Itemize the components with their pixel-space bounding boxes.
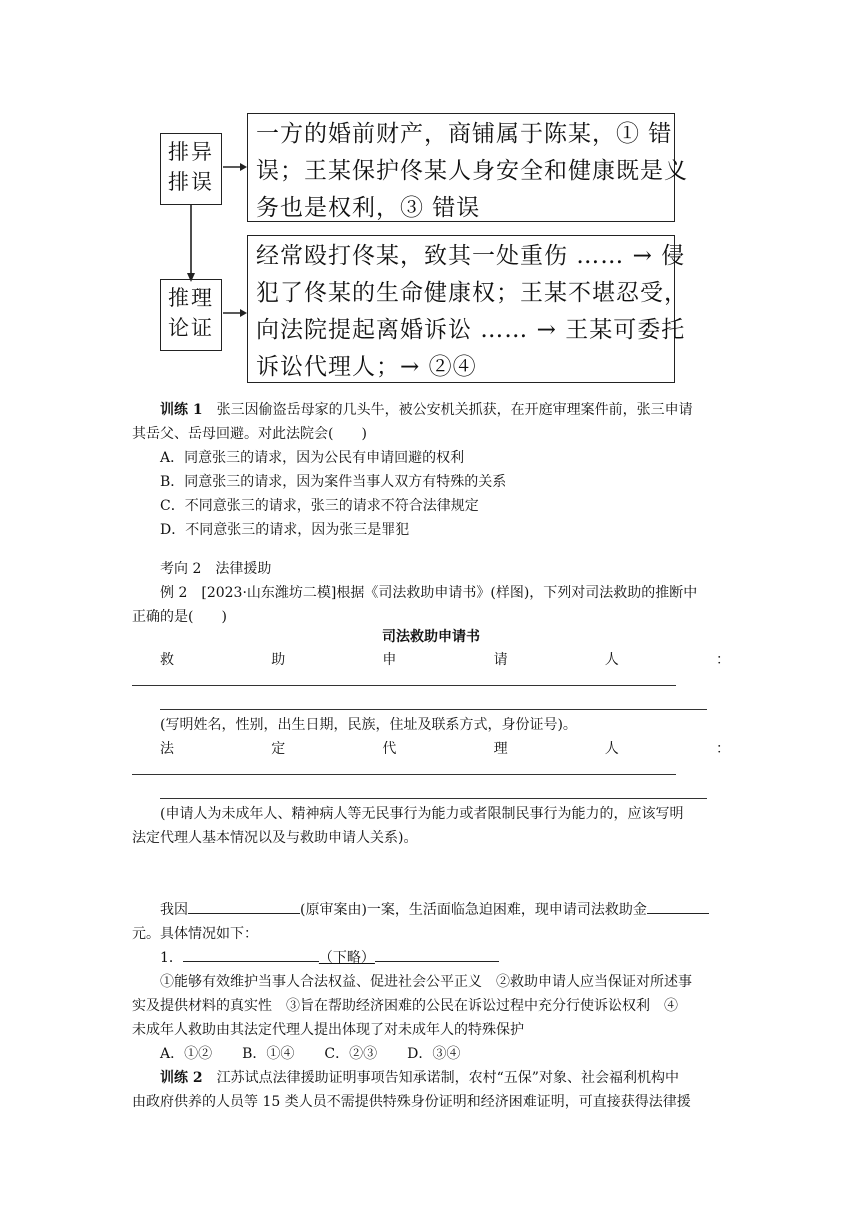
diagram-label-exclude [160,133,222,205]
form-applicant-label [160,648,730,672]
form-body-b: (原审案由)一案，生活面临急迫困难，现申请司法救助金 [300,902,647,918]
box-line: 诉讼代理人；→ ②④ [256,354,477,380]
example2-option-b: B．①④ [242,1046,295,1062]
example2-stem: [2023·山东潍坊二模]根据《司法救助申请书》(样图)，下列对司法救助的推断中 [201,585,698,601]
form-char: 代 [382,741,397,757]
form-char: ： [715,741,730,757]
diagram-box-reason [247,235,688,383]
form-item-line [160,946,499,970]
box-line: 一方的婚前财产，商铺属于陈某，① 错 [256,121,673,147]
form-char: 助 [271,652,286,668]
form-blank-line [132,774,676,775]
box-line: 误；王某保护佟某人身安全和健康既是义 [256,158,688,184]
form-agent-label [160,737,730,761]
form-char: 理 [493,741,508,757]
training2-stem-line2: 由政府供养的人员等 15 类人员不需提供特殊身份证明和经济困难证明，可直接获得法律援 [132,1094,691,1110]
form-item-text: （下略） [318,950,375,966]
form-title: 司法救助申请书 [382,629,480,645]
box-line: 务也是权利，③ 错误 [256,195,481,221]
form-note2-line1: (申请人为未成年人、精神病人等无民事行为能力或者限制民事行为能力的，应该写明 [160,806,684,822]
form-char: ： [715,652,730,668]
example2-label: 例 2 [160,585,188,601]
form-note2-line2: 法定代理人基本情况以及与救助申请人关系)。 [132,830,418,846]
form-char: 请 [493,652,508,668]
example2-stem-line1 [160,581,697,605]
example2-option-c: C．②③ [324,1046,378,1062]
form-blank-line [160,709,707,710]
form-blank-line [160,798,707,799]
training1-option-b: B．同意张三的请求，因为案件当事人双方有特殊的关系 [160,474,507,490]
arrow-right-icon [222,306,248,320]
form-blank [375,961,499,962]
form-char: 人 [604,652,619,668]
form-item-no: 1． [160,950,183,966]
form-char: 法 [160,741,174,757]
label-line: 推理 [168,286,214,310]
form-blank [183,961,319,962]
training1-option-d: D．不同意张三的请求，因为张三是罪犯 [160,522,410,538]
example2-statement-line2: 实及提供材料的真实性 ③旨在帮助经济困难的公民在诉讼过程中充分行使诉讼权利 ④ [132,998,678,1014]
training2-stem: 江苏试点法律援助证明事项告知承诺制，农村“五保”对象、社会福利机构中 [216,1070,679,1086]
form-char: 救 [160,652,174,668]
arrow-down-icon [184,205,198,283]
training1-stem-line1 [160,398,693,422]
form-char: 人 [604,741,619,757]
form-body-line2: 元。具体情况如下： [132,926,258,942]
example2-stem-line2: 正确的是( ) [132,609,227,625]
training1-stem: 张三因偷盗岳母家的几头牛，被公安机关抓获，在开庭审理案件前，张三申请 [216,402,693,418]
example2-statement-line1: ①能够有效维护当事人合法权益、促进社会公平正义 ②救助申请人应当保证对所述事 [160,974,692,990]
form-char: 定 [271,741,286,757]
example2-options [160,1042,460,1066]
box-line: 犯了佟某的生命健康权；王某不堪忍受， [256,280,688,306]
form-body-line1 [160,898,709,922]
training2-stem-line1 [160,1066,679,1090]
section-heading: 考向 2 法律援助 [160,561,272,577]
example2-statement-line3: 未成年人救助由其法定代理人提出体现了对未成年人的特殊保护 [132,1022,524,1038]
label-line: 论证 [168,316,214,340]
form-note1: (写明姓名，性别，出生日期，民族，住址及联系方式，身份证号)。 [160,717,577,733]
form-body-a: 我因 [160,902,188,918]
diagram-label-reason [160,279,222,351]
training1-option-c: C．不同意张三的请求，张三的请求不符合法律规定 [160,498,479,514]
example2-option-d: D．③④ [407,1046,461,1062]
diagram-box-exclude [247,113,688,222]
box-line: 向法院提起离婚诉讼 …… → 王某可委托 [256,317,686,343]
example2-option-a: A．①② [160,1046,213,1062]
form-blank-reason [188,913,300,914]
training1-stem-line2: 其岳父、岳母回避。对此法院会( ) [132,426,367,442]
label-line: 排误 [168,170,214,194]
form-blank-line [132,685,676,686]
form-blank-amount [647,913,709,914]
label-line: 排异 [168,140,214,164]
box-line: 经常殴打佟某，致其一处重伤 …… → 侵 [256,243,686,269]
form-char: 申 [382,652,397,668]
training1-label: 训练 1 [160,402,203,418]
arrow-right-icon [222,160,248,174]
training2-label: 训练 2 [160,1070,203,1086]
training1-option-a: A．同意张三的请求，因为公民有申请回避的权利 [160,450,465,466]
